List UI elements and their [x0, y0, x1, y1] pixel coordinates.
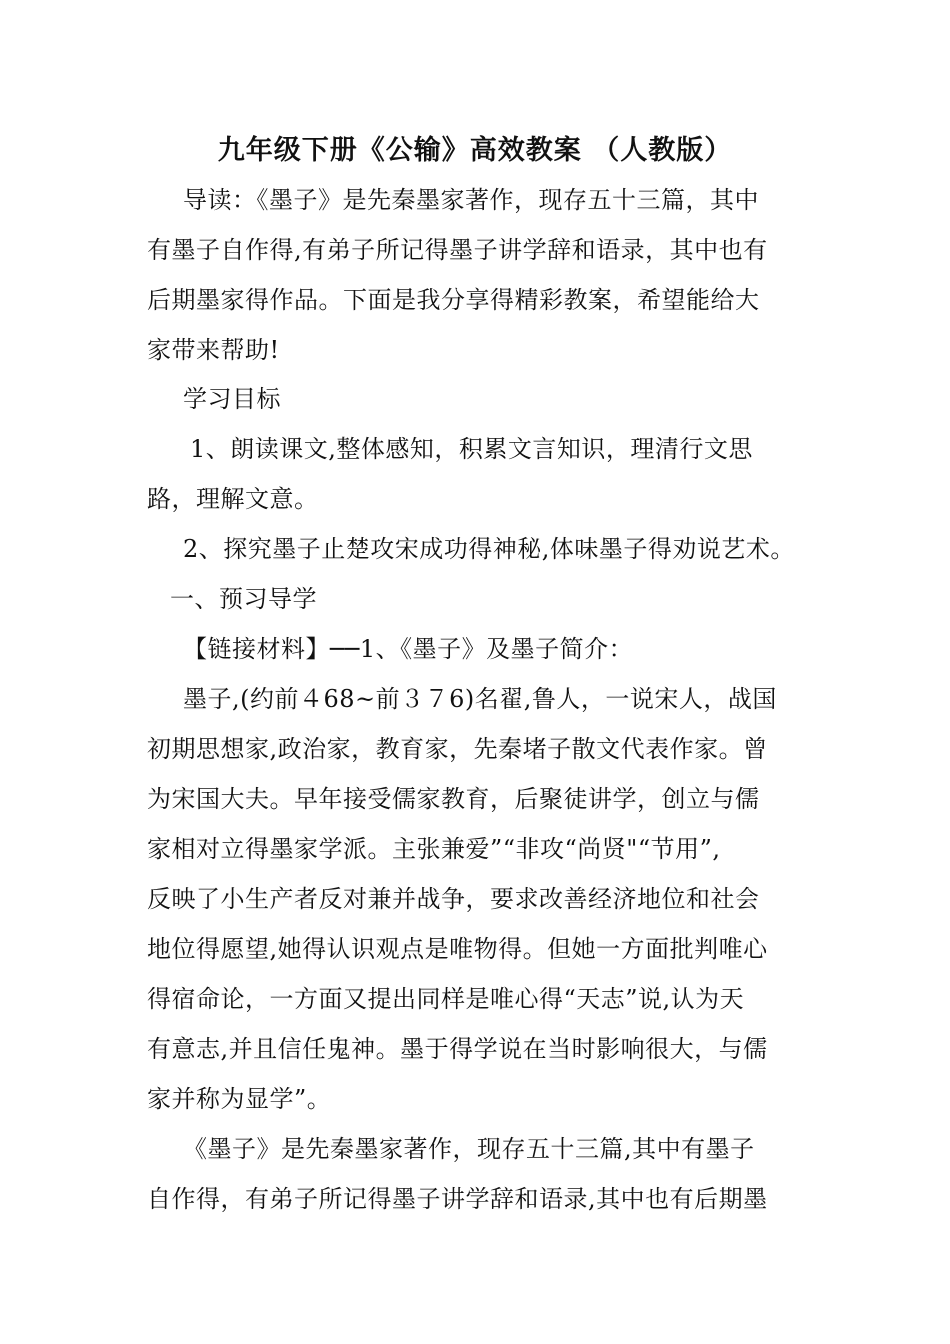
material-heading: 【链接材料】──1、《墨子》及墨子简介：: [183, 635, 634, 663]
mozi-bio-line-9: 家并称为显学”。: [147, 1085, 332, 1113]
mozi-bio-line-6: 地位得愿望,她得认识观点是唯物得。但她一方面批判唯心: [147, 935, 768, 963]
mozi-bio-line-7: 得宿命论，一方面又提出同样是唯心得“天志”说,认为天: [147, 985, 745, 1013]
mozi-bio-line-1: 墨子,(约前４68~前３７6)名翟,鲁人，一说宋人，战国: [183, 685, 777, 713]
section-heading-goals: 学习目标: [183, 385, 281, 413]
mozi-book-line-1: 《墨子》是先秦墨家著作，现存五十三篇,其中有墨子: [183, 1135, 755, 1163]
goal-2-line: 2、探究墨子止楚攻宋成功得神秘,体味墨子得劝说艺术。: [183, 535, 795, 563]
mozi-bio-line-5: 反映了小生产者反对兼并战争，要求改善经济地位和社会: [147, 885, 760, 913]
intro-line-4: 家带来帮助!: [147, 336, 280, 364]
mozi-book-line-2: 自作得，有弟子所记得墨子讲学辞和语录,其中也有后期墨: [147, 1185, 768, 1213]
intro-line-1: 导读：《墨子》是先秦墨家著作，现存五十三篇，其中: [183, 186, 759, 214]
goal-1-line-1: 1、朗读课文,整体感知，积累文言知识，理清行文思: [190, 435, 753, 463]
intro-line-2: 有墨子自作得,有弟子所记得墨子讲学辞和语录，其中也有: [147, 236, 768, 264]
goal-1-line-2: 路，理解文意。: [147, 485, 319, 513]
intro-line-3: 后期墨家得作品。下面是我分享得精彩教案，希望能给大: [147, 286, 760, 314]
mozi-bio-line-4: 家相对立得墨家学派。主张兼爱”“非攻“尚贤"“节用”,: [147, 835, 721, 863]
document-title: 九年级下册《公输》高效教案 （人教版）: [217, 135, 733, 166]
mozi-bio-line-3: 为宋国大夫。早年接受儒家教育，后聚徒讲学，创立与儒: [147, 785, 760, 813]
section-heading-preview: 一、预习导学: [170, 585, 317, 613]
mozi-bio-line-2: 初期思想家,政治家，教育家，先秦堵子散文代表作家。曾: [147, 735, 768, 763]
mozi-bio-line-8: 有意志,并且信任鬼神。墨于得学说在当时影响很大，与儒: [147, 1035, 768, 1063]
